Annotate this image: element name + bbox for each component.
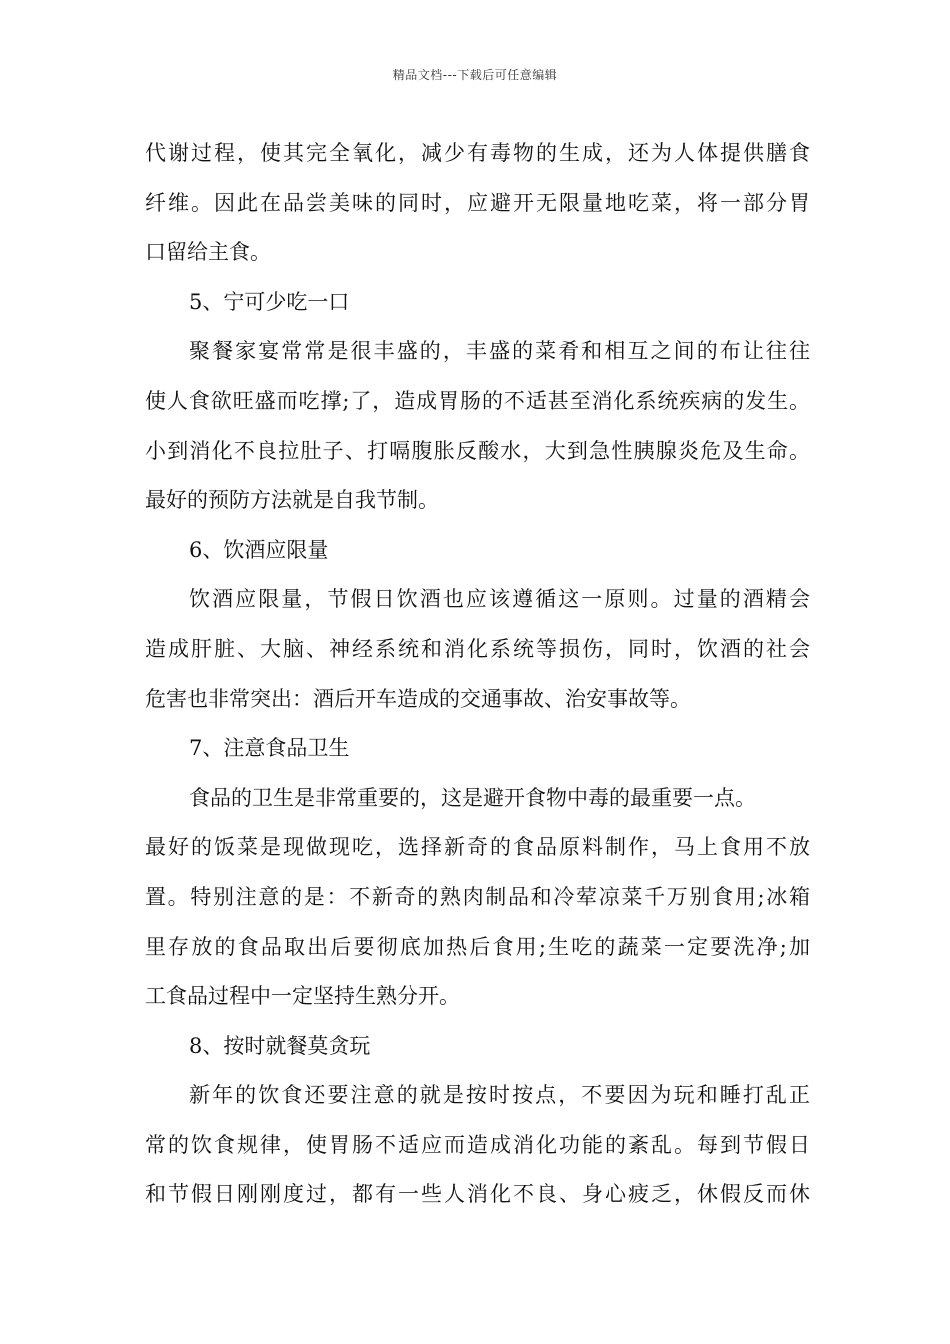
paragraph-line: 饮酒应限量，节假日饮酒也应该遵循这一原则。过量的酒精会 bbox=[189, 587, 810, 612]
paragraph-line: 置。特别注意的是：不新奇的熟肉制品和冷荤凉菜千万别食用;冰箱 bbox=[145, 884, 810, 909]
paragraph-line: 代谢过程，使其完全氧化，减少有毒物的生成，还为人体提供膳食 bbox=[145, 141, 810, 165]
paragraph-line: 里存放的食品取出后要彻底加热后食用;生吃的蔬菜一定要洗净;加 bbox=[145, 934, 810, 959]
paragraph-line: 最好的饭菜是现做现吃，选择新奇的食品原料制作，马上食用不放 bbox=[145, 835, 810, 860]
paragraph-line: 造成肝脏、大脑、神经系统和消化系统等损伤，同时，饮酒的社会 bbox=[145, 636, 810, 661]
section-heading: 8、按时就餐莫贪玩 bbox=[189, 1033, 371, 1058]
paragraph-line: 聚餐家宴常常是很丰盛的，丰盛的菜肴和相互之间的布让往往 bbox=[189, 339, 810, 364]
paragraph-line: 工食品过程中一定坚持生熟分开。 bbox=[145, 984, 460, 1009]
paragraph-line: 口留给主食。 bbox=[145, 240, 271, 265]
paragraph-line: 最好的预防方法就是自我节制。 bbox=[145, 488, 439, 513]
paragraph-line: 常的饮食规律，使胃肠不适应而造成消化功能的紊乱。每到节假日 bbox=[145, 1132, 810, 1157]
paragraph-line: 食品的卫生是非常重要的，这是避开食物中毒的最重要一点。 bbox=[189, 785, 756, 810]
document-body bbox=[145, 131, 810, 1222]
section-heading: 6、饮酒应限量 bbox=[189, 537, 329, 562]
section-heading: 7、注意食品卫生 bbox=[189, 736, 350, 761]
paragraph-line: 纤维。因此在品尝美味的同时，应避开无限量地吃菜，将一部分胃 bbox=[145, 190, 810, 215]
paragraph-line: 使人食欲旺盛而吃撑;了，造成胃肠的不适甚至消化系统疾病的发生。 bbox=[145, 388, 810, 413]
page-header: 精品文档---下载后可任意编辑 bbox=[392, 68, 558, 82]
paragraph-line: 新年的饮食还要注意的就是按时按点，不要因为玩和睡打乱正 bbox=[189, 1083, 810, 1108]
paragraph-line: 危害也非常突出：酒后开车造成的交通事故、治安事故等。 bbox=[145, 686, 691, 711]
paragraph-line: 小到消化不良拉肚子、打嗝腹胀反酸水，大到急性胰腺炎危及生命。 bbox=[145, 438, 810, 463]
section-heading: 5、宁可少吃一口 bbox=[189, 289, 350, 314]
paragraph-line: 和节假日刚刚度过，都有一些人消化不良、身心疲乏，休假反而休 bbox=[145, 1182, 810, 1207]
